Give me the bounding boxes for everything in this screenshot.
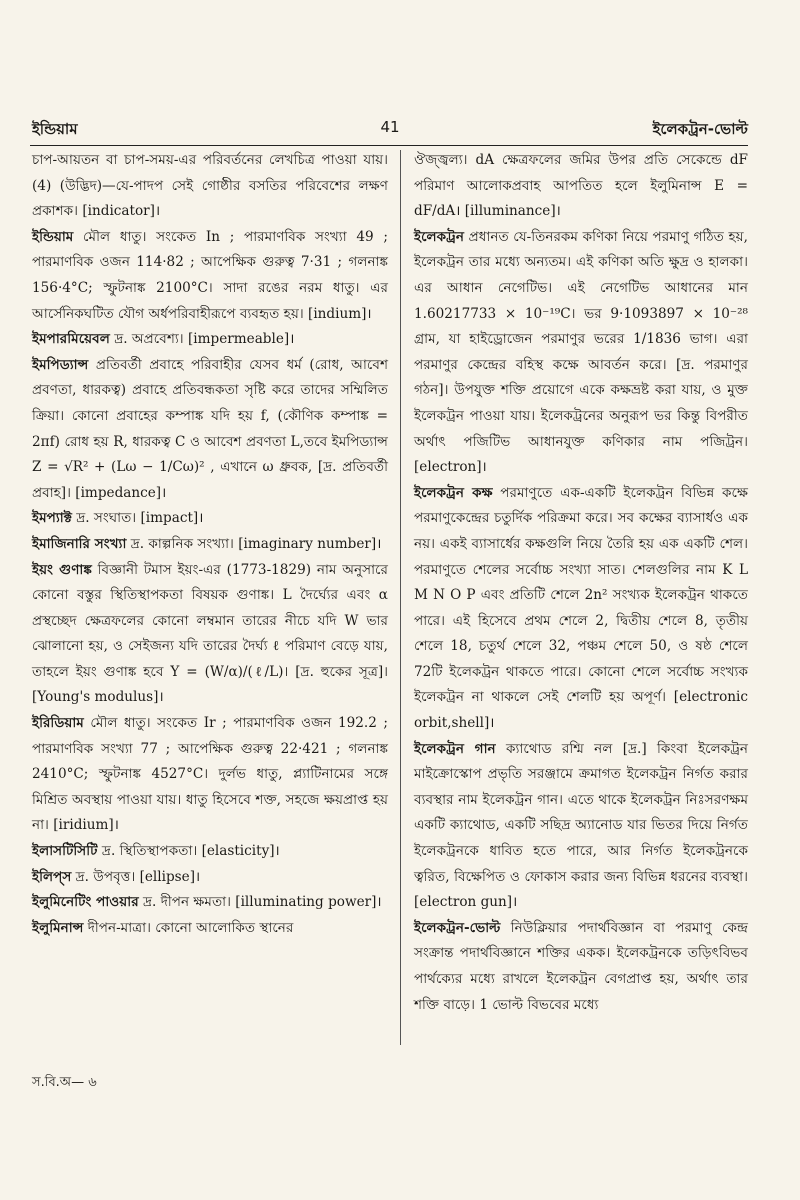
entry-text: প্রধানত যে-তিনরকম কণিকা নিয়ে পরমাণু গঠিত হয়, ইলেকট্রন তার মধ্যে অন্যতম। এই কণিকা অতি ক্ষুদ্র ও হালকা। এর আধান নেগেটিভ। এই নেগেটিভ আধানের মান 1.60217733 × 10⁻¹⁹C। ভর 9·1093897 × 10⁻²⁸ গ্রাম, যা হাইড্রোজেন পরমাণুর ভরের 1/1836 ভাগ। এরা পরমাণুর কেন্দ্রের বহিস্থ কক্ষে আবর্তন করে। [দ্র. পরমাণুর গঠন]। উপযুক্ত শক্তি প্রয়োগে একে কক্ষভ্রষ্ট করা যায়, ও মুক্ত ইলেকট্রন পাওয়া যায়। ইলেকট্রনের অনুরূপ ভর কিন্তু বিপরীত অর্থাৎ পজিটিভ আধানযুক্ত কণিকার নাম পজিট্রন। [electron]। <box>414 228 748 476</box>
entry-headword: ইমাজিনারি সংখ্যা <box>32 535 127 552</box>
entry-headword: ইয়ং গুণাঙ্ক <box>32 561 92 578</box>
entry-headword: ইমপিড্যান্স <box>32 356 89 373</box>
dictionary-entry <box>32 865 388 891</box>
entry-text: বিজ্ঞানী টমাস ইয়ং-এর (1773-1829) নাম অনুসারে কোনো বস্তুর স্থিতিস্থাপকতা বিষয়ক গুণাঙ্ক। L দৈর্ঘ্যের এবং α প্রস্থচ্ছেদ ক্ষেত্রফলের কোনো লম্বমান তারের নীচে যদি W ভার ঝোলানো হয়, ও সেইজন্য যদি তারের দৈর্ঘ্য ℓ পরিমাণ বেড়ে যায়, তাহলে ইয়ং গুণাঙ্ক হবে Y = (W/α)/(ℓ/L)। [দ্র. হুকের সূত্র]। [Young's modulus]। <box>32 561 388 706</box>
dictionary-entry <box>414 148 748 225</box>
dictionary-entry <box>414 737 748 916</box>
dictionary-entry <box>32 506 388 532</box>
entry-headword: ইরিডিয়াম <box>32 715 84 732</box>
entry-text: ক্যাথোড রশ্মি নল [দ্র.] কিংবা ইলেকট্রন মাইক্রোস্কোপ প্রভৃতি সরঞ্জামে ক্রমাগত ইলেকট্রন নির্গত করার ব্যবস্থার নাম ইলেকট্রন গান। এতে থাকে ইলেকট্রন নিঃসরণক্ষম একটি ক্যাথোড, একটি সছিদ্র অ্যানোড যার ভিতর দিয়ে নির্গত ইলেকট্রনকে ধাবিত হতে পারে, আর নির্গত ইলেকট্রনকে ত্বরিত, বিক্ষেপিত ও ফোকাস করার জন্য বিভিন্ন ধরনের ব্যবস্থা। [electron gun]। <box>414 740 749 911</box>
entry-text: দীপন-মাত্রা। কোনো আলোকিত স্থানের <box>83 919 294 936</box>
entry-headword: ইমপ্যাক্ট <box>32 510 72 527</box>
dictionary-entry <box>32 839 388 865</box>
header-right-guide-word: ইলেকট্রন-ভোল্ট <box>652 120 748 138</box>
signature-mark: স.বি.অ— ৬ <box>32 1075 97 1090</box>
dictionary-entry <box>32 148 388 225</box>
dictionary-entry <box>32 916 388 942</box>
dictionary-entry <box>32 225 388 327</box>
dictionary-entry <box>32 890 388 916</box>
left-column <box>32 148 388 941</box>
entry-text: দ্র. দীপন ক্ষমতা। [illuminating power]। <box>138 894 382 911</box>
entry-headword: ইমপারমিয়েবল <box>32 331 110 348</box>
entry-text: প্রতিবর্তী প্রবাহে পরিবাহীর যেসব ধর্ম (রোধ, আবেশ প্রবণতা, ধারকত্ব) প্রবাহে প্রতিবন্ধকতা সৃষ্টি করে তাদের সম্মিলিত ক্রিয়া। কোনো প্রবাহের কম্পাঙ্ক যদি হয় f, (কৌণিক কম্পাঙ্ক = 2πf) রোধ হয় R, ধারকত্ব C ও আবেশ প্রবণতা L,তবে ইমপিড্যান্স Z = √R² + (Lω − 1/Cω)² , এখানে ω ধ্রুবক, [দ্র. প্রতিবর্তী প্রবাহ]। [impedance]। <box>32 356 388 501</box>
running-header <box>32 118 748 144</box>
page-number: 41 <box>380 118 400 136</box>
entry-headword: ইলিপ্‌স <box>32 868 72 885</box>
header-rule <box>30 145 748 146</box>
dictionary-entry <box>414 481 748 737</box>
entry-headword: ইলেকট্রন গান <box>414 740 496 757</box>
dictionary-entry <box>32 558 388 712</box>
entry-text: দ্র. স্থিতিস্থাপকতা। [elasticity]। <box>97 843 280 860</box>
column-divider <box>400 150 401 1045</box>
entry-headword: ইলুমিনেটিং পাওয়ার <box>32 894 139 911</box>
entry-text: দ্র. কাল্পনিক সংখ্যা। [imaginary number]। <box>126 535 382 552</box>
entry-headword: ইন্ডিয়াম <box>32 228 74 245</box>
dictionary-entry <box>32 327 388 353</box>
entry-text: পরমাণুতে এক-একটি ইলেকট্রন বিভিন্ন কক্ষে পরমাণুকেন্দ্রের চতুর্দিক পরিক্রমা করে। সব কক্ষের ব্যাসার্ধও এক নয়। একই ব্যাসার্ধের কক্ষগুলি নিয়ে তৈরি হয় এক একটি শেল। পরমাণুতে শেলের সর্বোচ্চ সংখ্যা সাত। শেলগুলির নাম K L M N O P এবং প্রতিটি শেলে 2n² সংখ্যক ইলেকট্রন থাকতে পারে। এই হিসেবে প্রথম শেলে 2, দ্বিতীয় শেলে 8, তৃতীয় শেলে 18, চতুর্থ শেলে 32, পঞ্চম শেলে 50, ও ষষ্ঠ শেলে 72টি ইলেকট্রন থাকতে পারে। কোনো শেলে সর্বোচ্চ সংখ্যক ইলেকট্রন না থাকলে সেই শেলটি হয় অপূর্ণ। [electronic orbit,shell]। <box>414 484 748 732</box>
entry-headword: ইলুমিনান্স <box>32 919 84 936</box>
entry-text: নিউক্লিয়ার পদার্থবিজ্ঞান বা পরমাণু কেন্দ্র সংক্রান্ত পদার্থবিজ্ঞানে শক্তির একক। ইলেকট্রনকে তড়িৎবিভব পার্থক্যের মধ্যে রাখলে ইলেকট্রন বেগপ্রাপ্ত হয়, অর্থাৎ তার শক্তি বাড়ে। 1 ভোল্ট বিভবের মধ্যে <box>414 919 748 1013</box>
entry-headword: ইলেকট্রন <box>414 228 464 245</box>
dictionary-entry <box>32 711 388 839</box>
entry-headword: ইলেকট্রন কক্ষ <box>414 484 493 501</box>
entry-text: মৌল ধাতু। সংকেত In ; পারমাণবিক সংখ্যা 49 ; পারমাণবিক ওজন 114·82 ; আপেক্ষিক গুরুত্ব 7·31 ; গলনাঙ্ক 156·4°C; স্ফুটনাঙ্ক 2100°C। সাদা রঙের নরম ধাতু। এর আর্সেনিকঘটিত যৌগ অর্ধপরিবাহীরূপে ব্যবহৃত হয়। [indium]। <box>32 228 388 322</box>
dictionary-entry <box>414 225 748 481</box>
header-left-guide-word: ইন্ডিয়াম <box>32 120 78 138</box>
dictionary-entry <box>32 353 388 507</box>
entry-text: দ্র. অপ্রবেশ্য। [impermeable]। <box>109 331 295 348</box>
right-column <box>414 148 748 1018</box>
entry-text: মৌল ধাতু। সংকেত Ir ; পারমাণবিক ওজন 192.2 ; পারমাণবিক সংখ্যা 77 ; আপেক্ষিক গুরুত্ব 22·421 ; গলনাঙ্ক 2410°C; স্ফুটনাঙ্ক 4527°C। দুর্লভ ধাতু, প্ল্যাটিনামের সঙ্গে মিশ্রিত অবস্থায় পাওয়া যায়। ধাতু হিসেবে শক্ত, সহজে ক্ষয়প্রাপ্ত হয় না। [iridium]। <box>32 715 388 834</box>
entry-text: দ্র. সংঘাত। [impact]। <box>71 510 204 527</box>
dictionary-entry <box>414 916 748 1018</box>
dictionary-entry <box>32 532 388 558</box>
entry-headword: ইলাসটিসিটি <box>32 843 98 860</box>
entry-headword: ইলেকট্রন-ভোল্ট <box>414 919 501 936</box>
entry-text: চাপ-আয়তন বা চাপ-সময়-এর পরিবর্তনের লেখচিত্র পাওয়া যায়। (4) (উদ্ভিদ)—যে-পাদপ সেই গোষ্ঠীর বসতির পরিবেশের লক্ষণ প্রকাশক। [indicator]। <box>32 152 388 220</box>
entry-text: দ্র. উপবৃত্ত। [ellipse]। <box>71 868 201 885</box>
entry-text: ঔজ্জ্বল্য। dA ক্ষেত্রফলের জমির উপর প্রতি সেকেন্ডে dF পরিমাণ আলোকপ্রবাহ আপতিত হলে ইলুমিনান্স E = dF/dA। [illuminance]। <box>414 152 748 220</box>
